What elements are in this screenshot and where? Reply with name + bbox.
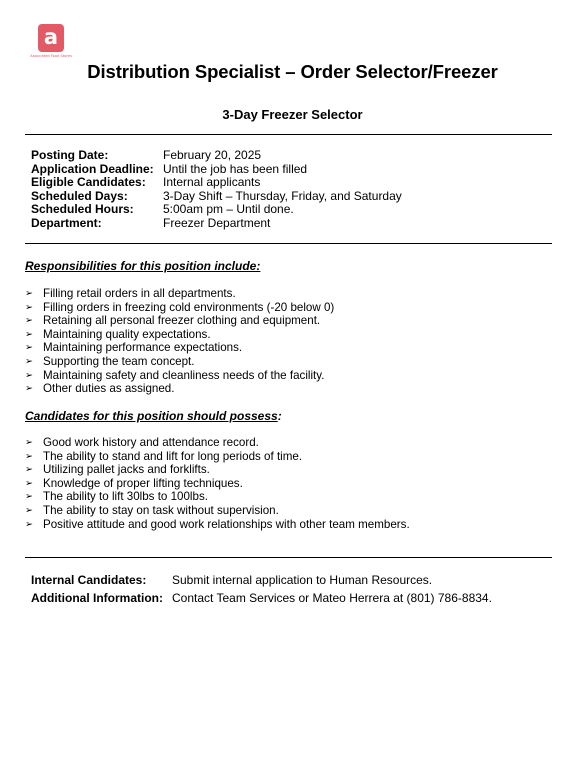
divider-top — [25, 134, 552, 135]
detail-row-value: Until the job has been filled — [163, 161, 308, 176]
detail-row-label: Application Deadline: — [31, 161, 154, 176]
list-item — [25, 382, 334, 396]
divider-bottom — [25, 557, 552, 558]
detail-row-label: Posting Date: — [31, 148, 109, 162]
list-item-text: Maintaining safety and cleanliness needs of the facility. — [43, 368, 325, 382]
logo-caption: Associated Food Stores — [30, 54, 72, 58]
arrow-bullet-icon: ➢ — [25, 288, 33, 299]
footer-row — [31, 571, 492, 589]
page-title: Distribution Specialist – Order Selector/Freezer — [87, 61, 498, 82]
arrow-bullet-icon: ➢ — [25, 342, 33, 354]
arrow-bullet-icon: ➢ — [25, 491, 33, 503]
detail-row — [31, 149, 402, 163]
responsibilities-heading-text: Responsibilities for this position include: — [25, 259, 261, 273]
list-item — [25, 504, 410, 518]
arrow-bullet-icon: ➢ — [25, 369, 33, 381]
detail-row — [31, 190, 402, 204]
list-item — [25, 436, 410, 450]
list-item-text: Filling retail orders in all departments. — [43, 287, 236, 300]
qualifications-heading-colon: : — [277, 409, 282, 423]
list-item-text: Good work history and attendance record. — [43, 436, 259, 449]
list-item — [25, 369, 334, 383]
detail-row-value: 5:00am pm – Until done. — [163, 202, 294, 217]
list-item — [25, 314, 334, 328]
list-item — [25, 518, 410, 532]
detail-row-label: Eligible Candidates: — [31, 175, 146, 190]
arrow-bullet-icon: ➢ — [25, 464, 33, 476]
list-item-text: Maintaining performance expectations. — [43, 341, 243, 355]
list-item-text: Retaining all personal freezer clothing and equipment. — [43, 314, 321, 328]
arrow-bullet-icon: ➢ — [25, 301, 33, 313]
logo-mark — [38, 24, 64, 52]
list-item — [25, 450, 410, 464]
detail-row-value: February 20, 2025 — [163, 148, 262, 162]
detail-row — [31, 217, 402, 231]
detail-row — [31, 163, 402, 177]
detail-row — [31, 203, 402, 217]
list-item-text: Positive attitude and good work relationships with other team members. — [43, 517, 410, 531]
company-logo — [26, 24, 76, 58]
list-item-text: Supporting the team concept. — [43, 354, 195, 368]
qualifications-heading-text: Candidates for this position should possess — [25, 409, 278, 423]
arrow-bullet-icon: ➢ — [25, 315, 33, 327]
footer-row-value: Submit internal application to Human Resources. — [172, 573, 433, 587]
responsibilities-list — [25, 287, 334, 396]
arrow-bullet-icon: ➢ — [25, 437, 33, 448]
list-item-text: Other duties as assigned. — [43, 382, 175, 396]
qualifications-list — [25, 436, 410, 531]
posting-details — [31, 149, 402, 231]
list-item-text: Filling orders in freezing cold environments (-20 below 0) — [43, 300, 335, 314]
list-item-text: The ability to stay on task without supervision. — [43, 503, 279, 517]
list-item-text: Maintaining quality expectations. — [43, 327, 211, 341]
list-item-text: Utilizing pallet jacks and forklifts. — [43, 463, 210, 477]
footer-row — [31, 589, 492, 607]
list-item-text: Knowledge of proper lifting techniques. — [43, 476, 243, 490]
detail-row — [31, 176, 402, 190]
detail-row-value: Freezer Department — [163, 215, 271, 230]
detail-row-value: Internal applicants — [163, 175, 261, 190]
arrow-bullet-icon: ➢ — [25, 355, 33, 367]
qualifications-heading — [25, 409, 282, 423]
arrow-bullet-icon: ➢ — [25, 383, 33, 395]
arrow-bullet-icon: ➢ — [25, 518, 33, 530]
list-item-text: The ability to stand and lift for long periods of time. — [43, 449, 303, 463]
arrow-bullet-icon: ➢ — [25, 504, 33, 516]
detail-row-label: Department: — [31, 215, 102, 230]
detail-row-label: Scheduled Days: — [31, 188, 128, 203]
page-subtitle: 3-Day Freezer Selector — [222, 107, 363, 122]
detail-row-value: 3-Day Shift – Thursday, Friday, and Saturday — [163, 188, 402, 203]
divider-middle — [25, 243, 552, 244]
arrow-bullet-icon: ➢ — [25, 477, 33, 489]
arrow-bullet-icon: ➢ — [25, 450, 33, 462]
list-item — [25, 341, 334, 355]
list-item — [25, 301, 334, 315]
list-item — [25, 463, 410, 477]
list-item — [25, 328, 334, 342]
list-item — [25, 490, 410, 504]
footer-row-label: Additional Information: — [31, 591, 163, 605]
logo-letter: a — [43, 25, 59, 49]
list-item-text: The ability to lift 30lbs to 100lbs. — [43, 490, 208, 504]
list-item — [25, 287, 334, 301]
list-item — [25, 355, 334, 369]
arrow-bullet-icon: ➢ — [25, 328, 33, 340]
list-item — [25, 477, 410, 491]
responsibilities-heading — [25, 259, 260, 273]
detail-row-label: Scheduled Hours: — [31, 202, 134, 217]
footer-row-value: Contact Team Services or Mateo Herrera at (801) 786-8834. — [172, 591, 492, 605]
footer-row-label: Internal Candidates: — [31, 573, 147, 587]
footer-info — [31, 571, 492, 607]
